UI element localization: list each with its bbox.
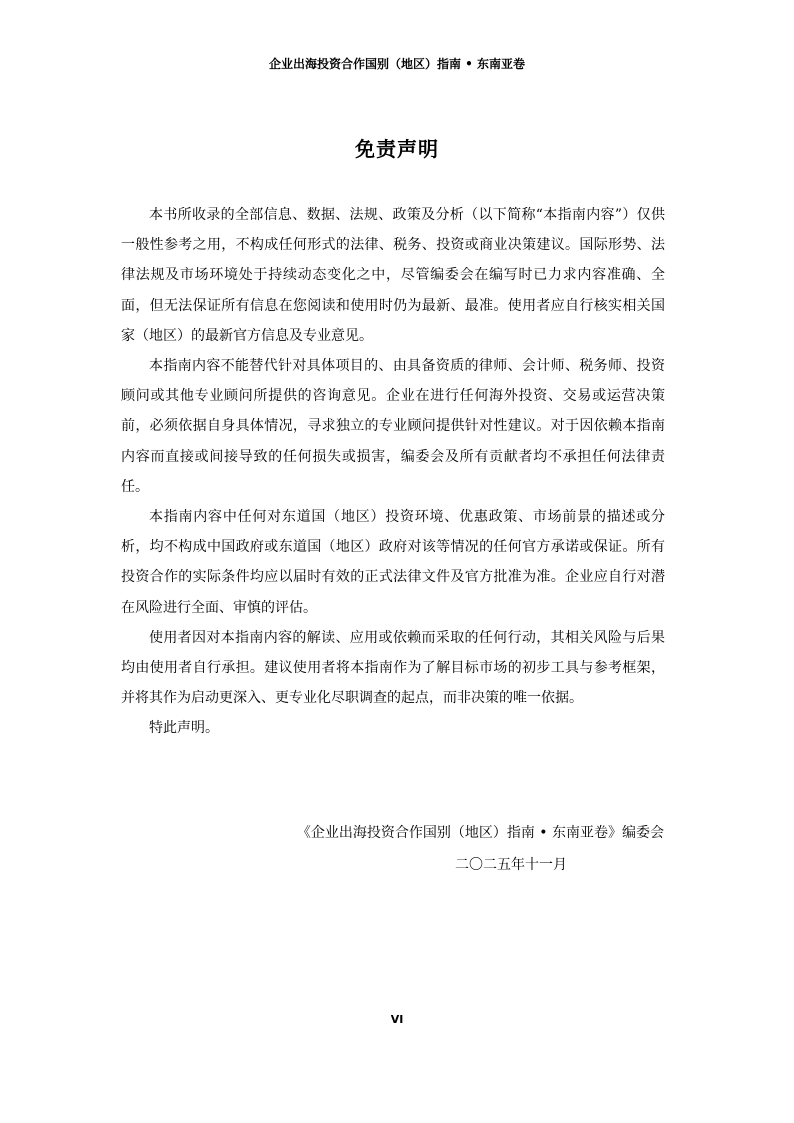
paragraph: 本指南内容不能替代针对具体项目的、由具备资质的律师、会计师、税务师、投资顾问或其他专业顾问所提供的咨询意见。企业在进行任何海外投资、交易或运营决策前，必须依据自身具体情况，寻求独立的专业顾问提供针对性建议。对于因依赖本指南内容而直接或间接导致的任何损失或损害，编委会及所有贡献者均不承担任何法律责任。 [121,358,665,495]
disclaimer-body [121,200,665,744]
signature-date: 二〇二五年十一月 [455,857,567,873]
paragraph: 本指南内容中任何对东道国（地区）投资环境、优惠政策、市场前景的描述或分析，均不构成中国政府或东道国（地区）政府对该等情况的任何官方承诺或保证。所有投资合作的实际条件均应以届时有效的正式法律文件及官方批准为准。企业应自行对潜在风险进行全面、审慎的评估。 [121,509,665,616]
running-header: 企业出海投资合作国别（地区）指南 • 东南亚卷 [268,57,526,71]
paragraph: 本书所收录的全部信息、数据、法规、政策及分析（以下简称“本指南内容”）仅供一般性参考之用，不构成任何形式的法律、税务、投资或商业决策建议。国际形势、法律法规及市场环境处于持续动态变化之中，尽管编委会在编写时已力求内容准确、全面，但无法保证所有信息在您阅读和使用时仍为最新、最准。使用者应自行核实相关国家（地区）的最新官方信息及专业意见。 [121,207,665,344]
paragraph: 使用者因对本指南内容的解读、应用或依赖而采取的任何行动，其相关风险与后果均由使用者自行承担。建议使用者将本指南作为了解目标市场的初步工具与参考框架，并将其作为启动更深入、更专业化尽职调查的起点，而非决策的唯一依据。 [121,629,665,707]
signature-organization: 《企业出海投资合作国别（地区）指南 • 东南亚卷》编委会 [296,825,664,841]
paragraph-closing: 特此声明。 [149,720,219,737]
page-title: 免责声明 [355,137,439,161]
page-number: VI [390,1013,404,1026]
